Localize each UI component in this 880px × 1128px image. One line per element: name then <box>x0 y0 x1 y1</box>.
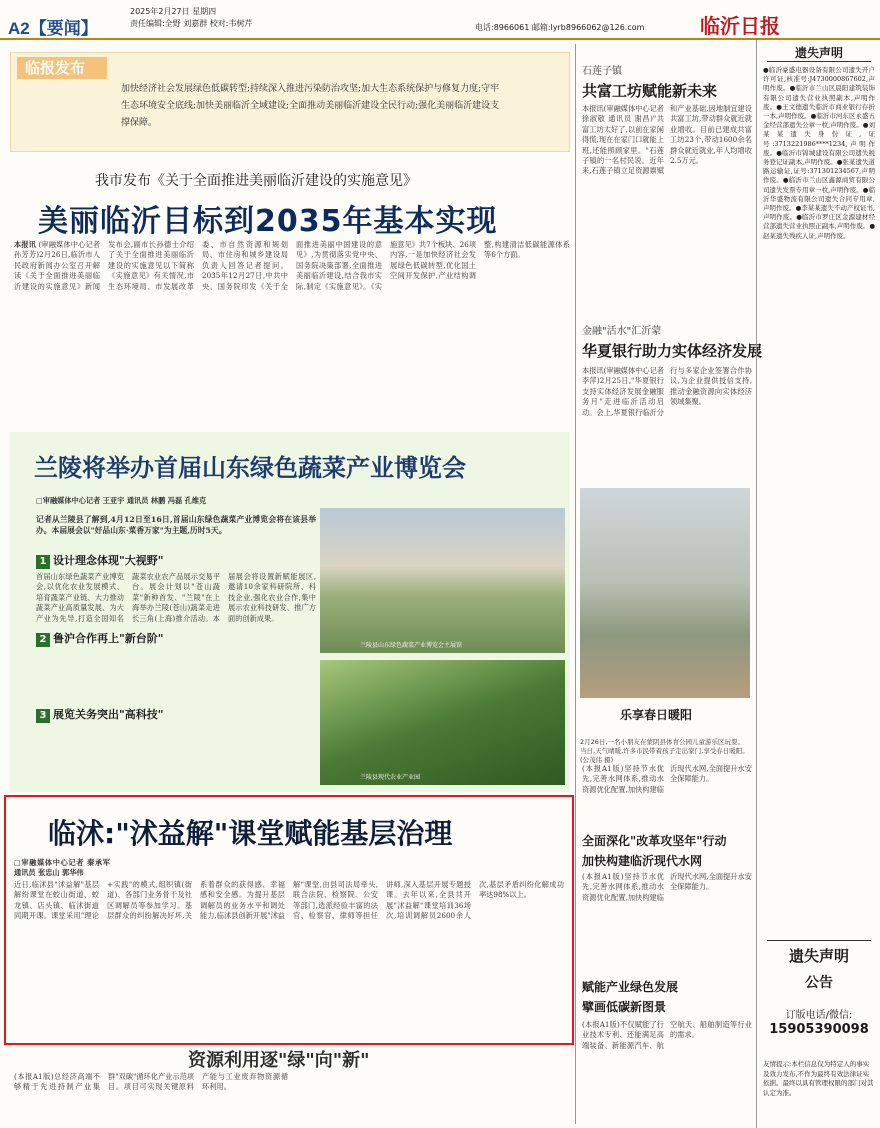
right-top-headline: 共富工坊赋能新未来 <box>582 82 718 100</box>
linshu-headline: 临沭:"沭益解"课堂赋能基层治理 <box>48 817 453 850</box>
date-text: 2025年2月27日 星期四 <box>130 7 217 16</box>
banner-tag: 临报发布 <box>17 57 107 79</box>
masthead-logo: 临沂日报 <box>700 14 780 38</box>
lanling-body: 首届山东绿色蔬菜产业博览会,以优化农业发展模式、培育蔬菜产业链、大力推动蔬菜产业高质量发展、为大产业为先导,打造全国知名蔬菜农业农产品展示交易平台。展会计划以"苍山蔬菜"新种首发、"兰陵"在上海举办兰陵(苍山)蔬菜走进长三角(上海)推介活动。本届展会将设置新赋能展区,邀请10余家科研院所、科技企业,强化农业合作,集中展示农业科技研发、推广方面的创新成果。 <box>36 572 316 623</box>
editors-text: 责任编辑:全野 刘嘉群 校对:韦树芹 <box>130 19 253 28</box>
lead-headline: 美丽临沂目标到2035年基本实现 <box>38 204 498 239</box>
lanling-byline: □审融媒体中心记者 王亚宇 通讯员 林鹏 冯磊 孔维克 <box>36 496 207 505</box>
right-last-headline: 赋能产业绿色发展 <box>582 980 679 994</box>
photo-title: 乐享春日暖阳 <box>620 708 693 722</box>
ad-subtitle: 公告 <box>805 975 833 991</box>
resource-headline: 资源利用逐"绿"向"新" <box>188 1050 370 1071</box>
lead-subtitle: 我市发布《关于全面推进美丽临沂建设的实施意见》 <box>95 173 417 189</box>
right-top-body: 本报讯(审融媒体中心记者 徐淑敬 通讯员 谢昌)"共富工坊太好了,以前在家闲得慌,现在在家门口就能上班,还能照顾家里。"石莲子镇的一名村民说。近年来,石莲子镇立足资源禀赋和产业基础,因地制宜建设共富工坊,带动群众就近就业增收。目前已建成共富工坊23个,带动1600余名群众就近就业,年人均增收2.5万元。 <box>582 104 752 176</box>
notice-list: ●临沂豪盛电器设备有限公司遗失开户许可证,核准号:J4730000867602,声明作废。●临沂市兰山区晨阳建筑装饰有限公司遗失营业执照副本,声明作废。●王文德遗失临沂市商业银行存折一本,声明作废。●临沂市河东区永盛五金经营部遗失公章一枚,声明作废。●刘某某遗失身份证,证号:3713221986****1234,声明作废。●临沂市锦城建设有限公司遗失税务登记证副本,声明作废。●张某遗失道路运输证,证号:371301234567,声明作废。●临沂市兰山区鑫源商贸有限公司遗失发票专用章一枚,声明作废。●临沂华盛物流有限公司遗失合同专用章,声明作废。●李某某遗失不动产权证书,声明作废。●临沂市罗庄区金源建材经营部遗失营业执照正副本,声明作废。●赵某遗失残疾人证,声明作废。 <box>763 66 875 240</box>
lanling-headline: 兰陵将举办首届山东绿色蔬菜产业博览会 <box>34 454 466 482</box>
hotline-number[interactable]: 15905390098 <box>769 1022 869 1037</box>
right-mid-kicker: 金融"活水"汇沂蒙 <box>582 326 662 337</box>
date-line <box>130 6 252 30</box>
right-low-subline: 加快构建临沂现代水网 <box>582 854 703 868</box>
greenhouse-photo-caption: 兰陵县现代农业产业园 <box>360 774 421 781</box>
announcement-banner <box>10 52 570 152</box>
resource-body: (本报A1版)总经济高端不够精于先进持制产业集群"双碳"循环化产业示范项目。项目可实现关键原料产能与工业废弃物资源循环利用。 <box>14 1072 288 1092</box>
page-label: A2【要闻】 <box>8 19 98 38</box>
children-playground-photo <box>580 488 750 698</box>
right-last-subline: 擘画低碳新图景 <box>582 1000 667 1014</box>
lanling-subhead-2: 2 鲁沪合作再上"新台阶" <box>36 630 163 647</box>
lanling-intro: 记者从兰陵县了解到,4月12日至16日,首届山东绿色蔬菜产业博览会将在该县举办。本届展会以"好品山东·菜香万家"为主题,历时5天。 <box>36 515 316 535</box>
page-header <box>0 0 880 40</box>
lanling-expo-photo <box>320 508 565 653</box>
linshu-byline: □审融媒体中心记者 秦承军 通讯员 张忠山 郭华伟 <box>14 858 110 878</box>
ad-title: 遗失声明 <box>767 940 871 966</box>
right-top-kicker: 石莲子镇 <box>582 66 622 77</box>
linshu-body: 近日,临沭县"沭益解"基层解纷课堂在蛟山街道、蛟龙镇、店头镇、临沭街道同期开课。课堂采用"理论+实践"的模式,组织镇(街道)、各部门业务骨干及社区调解员等参加学习。基层群众的纠纷解决好坏,关系着群众的获得感、幸福感和安全感。为提升基层调解员的业务水平和调处能力,临沭县创新开展"沭益解"课堂,由县司法局牵头,联合法院、检察院、公安等部门,选派经验丰富的法官、检察官、律师等担任讲师,深入基层开展专题授课。去年以来,全县共开展"沭益解"课堂培训36场次,培训调解员2600余人次,基层矛盾纠纷化解成功率达98%以上。 <box>14 880 564 921</box>
notice-title: 遗失声明 <box>767 44 871 62</box>
greenhouse-photo <box>320 660 565 785</box>
right-low-body: (本报A1版)坚持节水优先,完善水网体系,推动水资源优化配置,加快构建临沂现代水网,全面提升水安全保障能力。 <box>582 872 752 902</box>
lanling-photo-caption: 兰陵县山东绿色蔬菜产业博览会主展馆 <box>360 642 463 649</box>
right-mid-headline: 华夏银行助力实体经济发展 <box>582 342 763 360</box>
contact-line: 电话:8966061 邮箱:lyrb8966062@126.com <box>475 23 645 32</box>
lanling-subhead-1: 1 设计理念体现"大视野" <box>36 552 163 569</box>
right-low-lead: (本报A1版)坚持节水优先,完善水网体系,推动水资源优化配置,加快构建临沂现代水网,全面提升水安全保障能力。 <box>582 764 752 794</box>
right-mid-body: 本报讯(审融媒体中心记者 李萍)2月25日,"华夏银行支持实体经济发展金融服务月"走进临沂活动启动。会上,华夏银行临沂分行与多家企业签署合作协议,为企业提供授信支持,推动金融资源向实体经济领域集聚。 <box>582 366 752 417</box>
photo-caption: 2月26日,一名小朋友在蒙阴县体育公园儿童游乐区玩耍。当日,天气晴暖,许多市民带着孩子走出家门,享受春日暖阳。(公茂伟 摄) <box>580 738 749 764</box>
hotline-label: 订版电话/微信: <box>785 1010 853 1021</box>
notice-sidebar <box>756 40 880 1128</box>
lanling-subhead-3: 3 展览关务突出"高科技" <box>36 706 163 723</box>
banner-text: 加快经济社会发展绿色低碳转型;持续深入推进污染防治攻坚;加大生态系统保护与修复力度;守牢生态环境安全底线;加快美丽临沂全域建设;全面推动美丽临沂建设全民行动;强化美丽临沂建设支撑保障。 <box>121 84 500 128</box>
lead-body <box>14 240 570 420</box>
right-low-headline: 全面深化"改革攻坚年"行动 <box>582 834 727 848</box>
disclaimer: 友情提示:本栏信息仅为特定人的事实及效力发布,不作为最终有效法律证实依据。最终以具有管理权限的部门对其认定为准。 <box>763 1060 874 1097</box>
lead-byline: 本报讯 <box>14 240 37 249</box>
lead-body-text: (审融媒体中心记者 孙芳芳)2月26日,临沂市人民政府新闻办公室召开解读《关于全面推进美丽临沂建设的实施意见》新闻发布会,副市长孙德士介绍了关于全面推进美丽临沂建设的实施意见以下简称《实施意见》有关情况,市生态环境局、市发展改革委、市自然资源和规划局、市住房和城乡建设局负责人回答记者提问。2035年12月27日,中共中央、国务院印发《关于全面推进美丽中国建设的意见》,为贯彻落实党中央、国务院决策部署,全面推进美丽临沂建设,结合我市实际,制定《实施意见》。《实施意见》共7个板块、26项内容,一是加快经济社会发展绿色低碳转型,优化国土空间开发保护,产业结构调整,构建清洁低碳能源体系等6个方面。 <box>14 240 570 291</box>
column-divider <box>575 44 576 1124</box>
right-last-body: (本报A1版)不仅赋能了行业技术专利、还能满足高端装备、新能源汽车、航空航天、船舶制造等行业的需求。 <box>582 1020 752 1050</box>
